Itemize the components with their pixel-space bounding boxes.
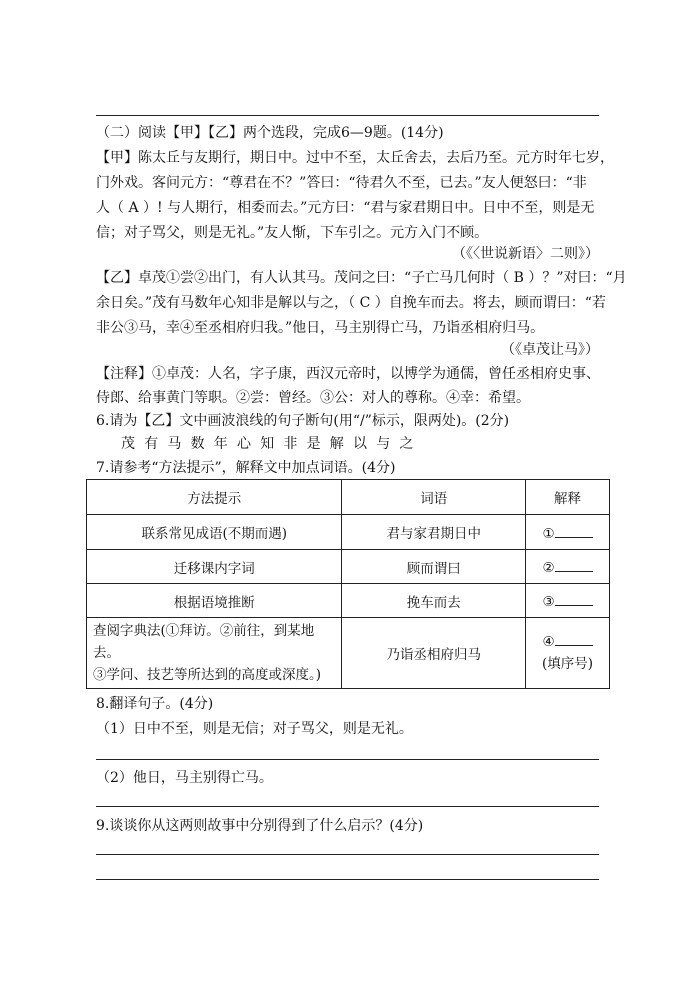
passage-b-line: 余日矣。”茂有马数年心知非是解以与之，（ C ）自挽车而去。将去，顾而谓曰：“若 [96, 295, 606, 311]
q7-prompt: 7.请参考“方法提示”，解释文中加点词语。(4分) [96, 460, 396, 476]
q8-item-1: （1）日中不至，则是无信；对子骂父，则是无礼。 [96, 721, 413, 737]
answer-line[interactable] [96, 759, 599, 760]
section-heading: （二）阅读【甲】【乙】两个选段，完成6—9题。(14分) [96, 125, 444, 141]
answer-blank[interactable] [555, 523, 593, 538]
notes-line: 【注释】①卓茂：人名，字子康，西汉元帝时，以博学为通儒，曾任丞相府史事、 [96, 366, 600, 382]
answer-line[interactable] [96, 879, 599, 880]
passage-b-line: 【乙】卓茂①尝②出门，有人认其马。茂问之曰：“子亡马几何时（ B ）？”对曰：“月 [96, 270, 627, 286]
method-cell: 迁移课内字词 [87, 550, 342, 584]
table-row [87, 618, 610, 689]
q6-prompt: 6.请为【乙】文中画波浪线的句子断句(用“/”标示，限两处)。(2分) [96, 413, 510, 429]
table-row [87, 515, 610, 550]
method-cell: 联系常见成语(不期而遇) [87, 515, 342, 550]
word-cell: 顾而谓曰 [342, 550, 526, 584]
table-header-row [87, 480, 610, 515]
table-row [87, 550, 610, 584]
word-cell: 挽车而去 [342, 584, 526, 618]
header-method: 方法提示 [87, 480, 342, 515]
passage-b-source: （《卓茂让马》） [501, 342, 599, 358]
answer-note: (填序号) [542, 656, 594, 672]
passage-b-line: 非公③马，幸④至丞相府归我。”他日，马主别得亡马，乃诣丞相府归马。 [96, 320, 545, 336]
header-word: 词语 [342, 480, 526, 515]
answer-line[interactable] [96, 854, 599, 855]
word-cell: 乃诣丞相府归马 [342, 618, 526, 689]
method-cell: 根据语境推断 [87, 584, 342, 618]
answer-line[interactable] [96, 806, 599, 807]
passage-a-line: 人（ A ）! 与人期行，相委而去。”元方曰：“君与家君期日中。日中不至，则是无 [96, 200, 595, 216]
answer-number: ③ [542, 594, 555, 610]
q8-item-2: （2）他日，马主别得亡马。 [96, 770, 273, 786]
table-row [87, 584, 610, 618]
answer-blank[interactable] [555, 591, 593, 606]
q6-sentence[interactable]: 茂有马数年心知非是解以与之 [121, 436, 423, 452]
passage-a-source: （《〈世说新语〉二则》） [452, 246, 599, 262]
q7-table [86, 479, 610, 689]
header-answer: 解释 [526, 480, 610, 515]
notes-line: 侍郎、给事黄门等职。②尝：曾经。③公：对人的尊称。④幸：希望。 [96, 390, 530, 406]
answer-cell[interactable] [526, 550, 610, 584]
answer-number: ④ [542, 634, 555, 650]
q9-prompt: 9.谈谈你从这两则故事中分别得到了什么启示？(4分) [96, 818, 424, 834]
passage-a-line: 门外戏。客问元方：“尊君在不？”答曰：“待君久不至，已去。”友人便怒曰：“非 [96, 175, 587, 191]
method-cell [87, 618, 342, 689]
answer-number: ① [542, 525, 555, 542]
answer-blank[interactable] [555, 631, 593, 646]
method-line: 查阅字典法(①拜访。②前往，到某地去。 [93, 623, 315, 661]
passage-a-line: 信；对子骂父，则是无礼。”友人惭，下车引之。元方入门不顾。 [96, 225, 489, 241]
answer-cell[interactable] [526, 584, 610, 618]
answer-number: ② [542, 560, 555, 576]
answer-cell[interactable] [526, 515, 610, 550]
top-rule [96, 115, 599, 116]
passage-a-line: 【甲】陈太丘与友期行，期日中。过中不至，太丘舍去，去后乃至。元方时年七岁， [96, 150, 614, 166]
answer-cell[interactable] [526, 618, 610, 689]
method-line: ③学问、技艺等所达到的高度或深度。) [93, 667, 322, 683]
q8-prompt: 8.翻译句子。(4分) [96, 696, 214, 712]
answer-blank[interactable] [555, 557, 593, 572]
word-cell: 君与家君期日中 [342, 515, 526, 550]
